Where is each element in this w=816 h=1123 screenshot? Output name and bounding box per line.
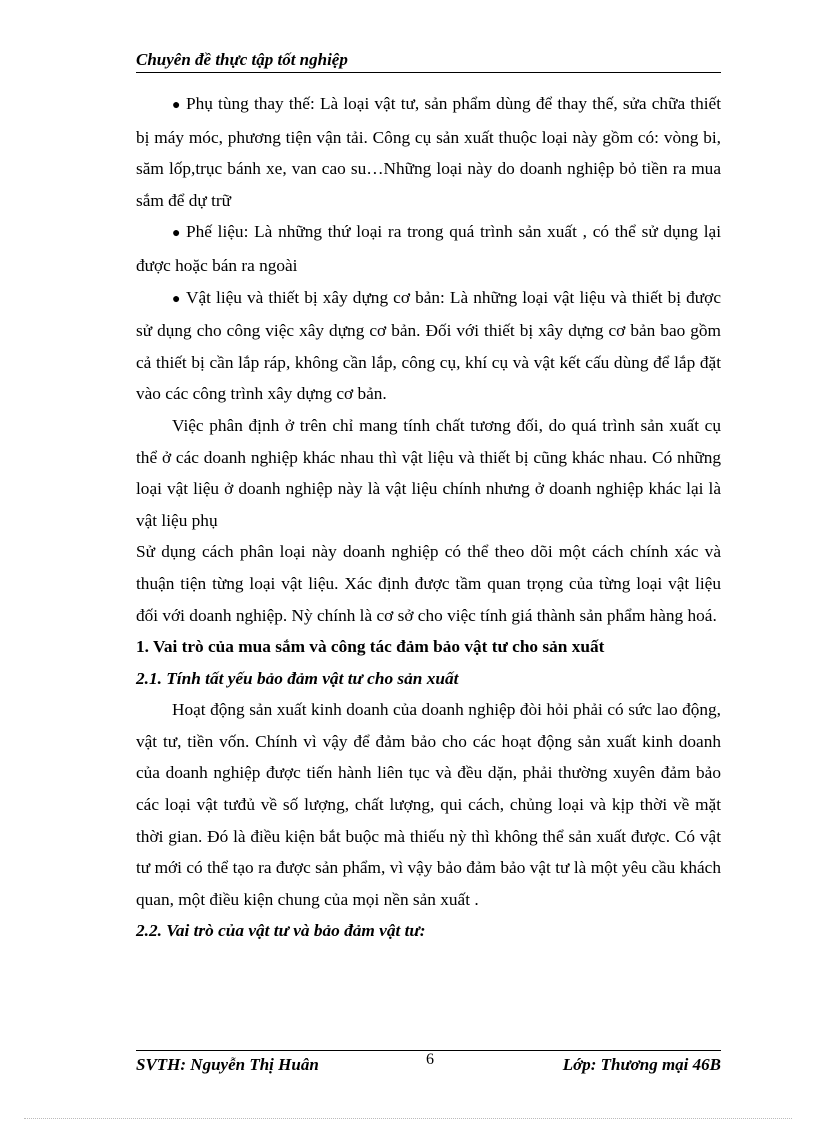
page-header [136,48,721,73]
bullet-item-construction [136,282,721,410]
subsection-heading-2-2: 2.2. Vai trò của vật tư và bảo đảm vật tư: [136,921,426,941]
paragraph-classification-note: Việc phân định ở trên chỉ mang tính chất tương đối, do quá trình sản xuất cụ thể ở các doanh nghiệp khác nhau thì vật liệu và thiết bị cũng khác nhau. Có những loại vật liệu ở doanh nghiệp này là vật liệu chính nhưng ở doanh nghiệp khác lại là vật liệu phụ [136,415,721,530]
paragraph-necessity: Hoạt động sản xuất kinh doanh của doanh nghiệp đòi hỏi phải có sức lao động, vật tư, tiền vốn. Chính vì vậy để đảm bảo cho các hoạt động sản xuất kinh doanh của doanh nghiệp được tiến hành liên tục và đều dặn, phải thường xuyên đảm bảo các loại vật tưđủ về số lượng, chất lượng, qui cách, chủng loại và kịp thời về mặt thời gian. Đó là điều kiện bắt buộc mà thiếu nỳ thì không thể sản xuất được. Có vật tư mới có thể tạo ra được sản phẩm, vì vậy bảo đảm bảo vật tư là một yêu cầu khách quan, một điều kiện chung của mọi nền sản xuất . [136,700,721,909]
bullet-text: Phụ tùng thay thế: Là loại vật tư, sản phẩm dùng để thay thế, sửa chữa thiết bị máy móc, phương tiện vận tải. Công cụ sản xuất thuộc loại này gồm có: vòng bi, săm lốp,trục bánh xe, van cao su…Những loại này do doanh nghiệp bỏ tiền ra mua sắm để dự trữ [136,94,721,210]
bullet-item-spare-parts [136,88,721,216]
bullet-item-scrap [136,216,721,281]
bullet-icon: ● [172,226,181,242]
paragraph-classification-use: Sử dụng cách phân loại này doanh nghiệp có thể theo dõi một cách chính xác và thuận tiện từng loại vật liệu. Xác định được tầm quan trọng của từng loại vật liệu đối với doanh nghiệp. Nỳ chính là cơ sở cho việc tính giá thành sản phẩm hàng hoá. [136,542,721,625]
header-title: Chuyên đề thực tập tốt nghiệp [136,50,348,69]
page-footer [136,1050,721,1081]
subsection-heading-2-1: 2.1. Tính tất yếu bảo đảm vật tư cho sản xuất [136,668,459,688]
footer-class: Lớp: Thương mại 46B [562,1055,721,1074]
document-body [136,88,721,947]
footer-author: SVTH: Nguyễn Thị Huân [136,1055,319,1074]
bullet-text: Vật liệu và thiết bị xây dựng cơ bản: Là những loại vật liệu và thiết bị được sử dụng cho công việc xây dựng cơ bản. Đối với thiết bị xây dựng cơ bản bao gồm cả thiết bị cần lắp ráp, không cần lắp, công cụ, khí cụ và vật kết cấu dùng để lắp đặt vào các công trình xây dựng cơ bản. [136,287,721,404]
page-edge-divider [24,1118,792,1120]
page-number: 6 [426,1051,434,1068]
bullet-icon: ● [172,291,181,307]
section-heading: 1. Vai trò của mua sắm và công tác đảm bảo vật tư cho sản xuất [136,637,605,657]
bullet-text: Phế liệu: Là những thứ loại ra trong quá trình sản xuất , có thể sử dụng lại được hoặc bán ra ngoài [136,222,721,275]
bullet-icon: ● [172,98,181,113]
